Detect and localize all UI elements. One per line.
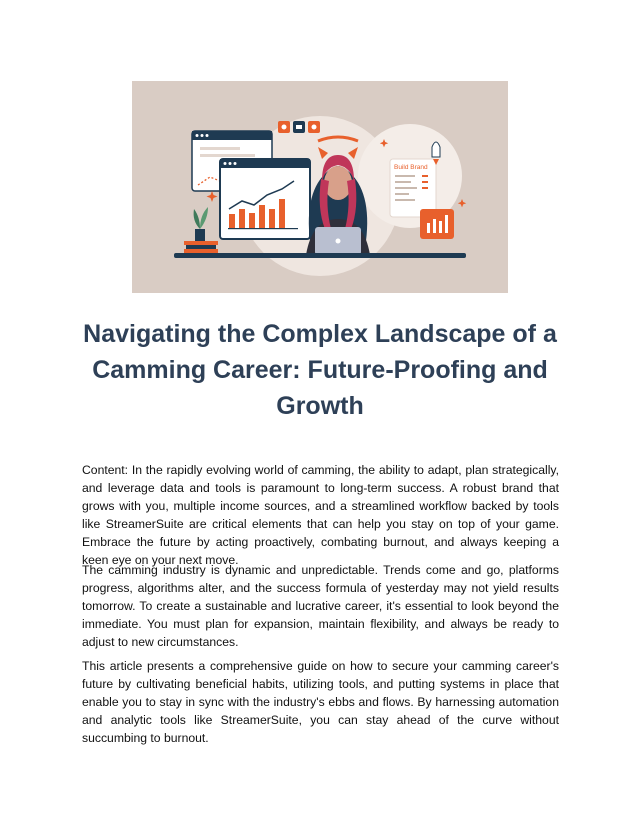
- laptop-icon: [315, 227, 361, 255]
- intro-paragraph: Content: In the rapidly evolving world of camming, the ability to adapt, plan strategically, and leverage data and tools is paramount to long-term success. A robust brand that grows with you, multiple income sources, and a streamlined workflow backed by tools like StreamerSuite are critical elements that can help you stay on top of your game. Embrace the future by acting proactively, combating burnout, and always keeping a keen eye on your next move.: [82, 463, 559, 567]
- page-title: Navigating the Complex Landscape of a Camming Career: Future-Proofing and Growth: [83, 320, 557, 420]
- body-paragraph: The camming industry is dynamic and unpredictable. Trends come and go, platforms progress, algorithms alter, and the success formula of yesterday may not yield results tomorrow. To create a sustainable and lucrative career, it's essential to look beyond the immediate. You must plan for expansion, maintain flexibility, and always be ready to adjust to new circumstances.: [82, 563, 559, 649]
- board-label: Build Brand: [394, 164, 428, 171]
- chart-window-icon: [220, 159, 310, 239]
- build-brand-board-icon: [390, 159, 436, 217]
- hero-illustration: [132, 81, 508, 293]
- analytics-tile-icon: [420, 209, 454, 239]
- app-icon-tiles: [278, 121, 320, 133]
- plant-icon: [184, 207, 218, 253]
- desk-surface: [174, 253, 466, 258]
- body-paragraph: This article presents a comprehensive guide on how to secure your camming career's future by cultivating beneficial habits, utilizing tools, and putting systems in place that enable you to stay in sync with the industry's ebbs and flows. By harnessing automation and analytic tools like StreamerSuite, you can stay ahead of the curve without succumbing to burnout.: [82, 659, 559, 745]
- hero-artwork: [132, 81, 508, 293]
